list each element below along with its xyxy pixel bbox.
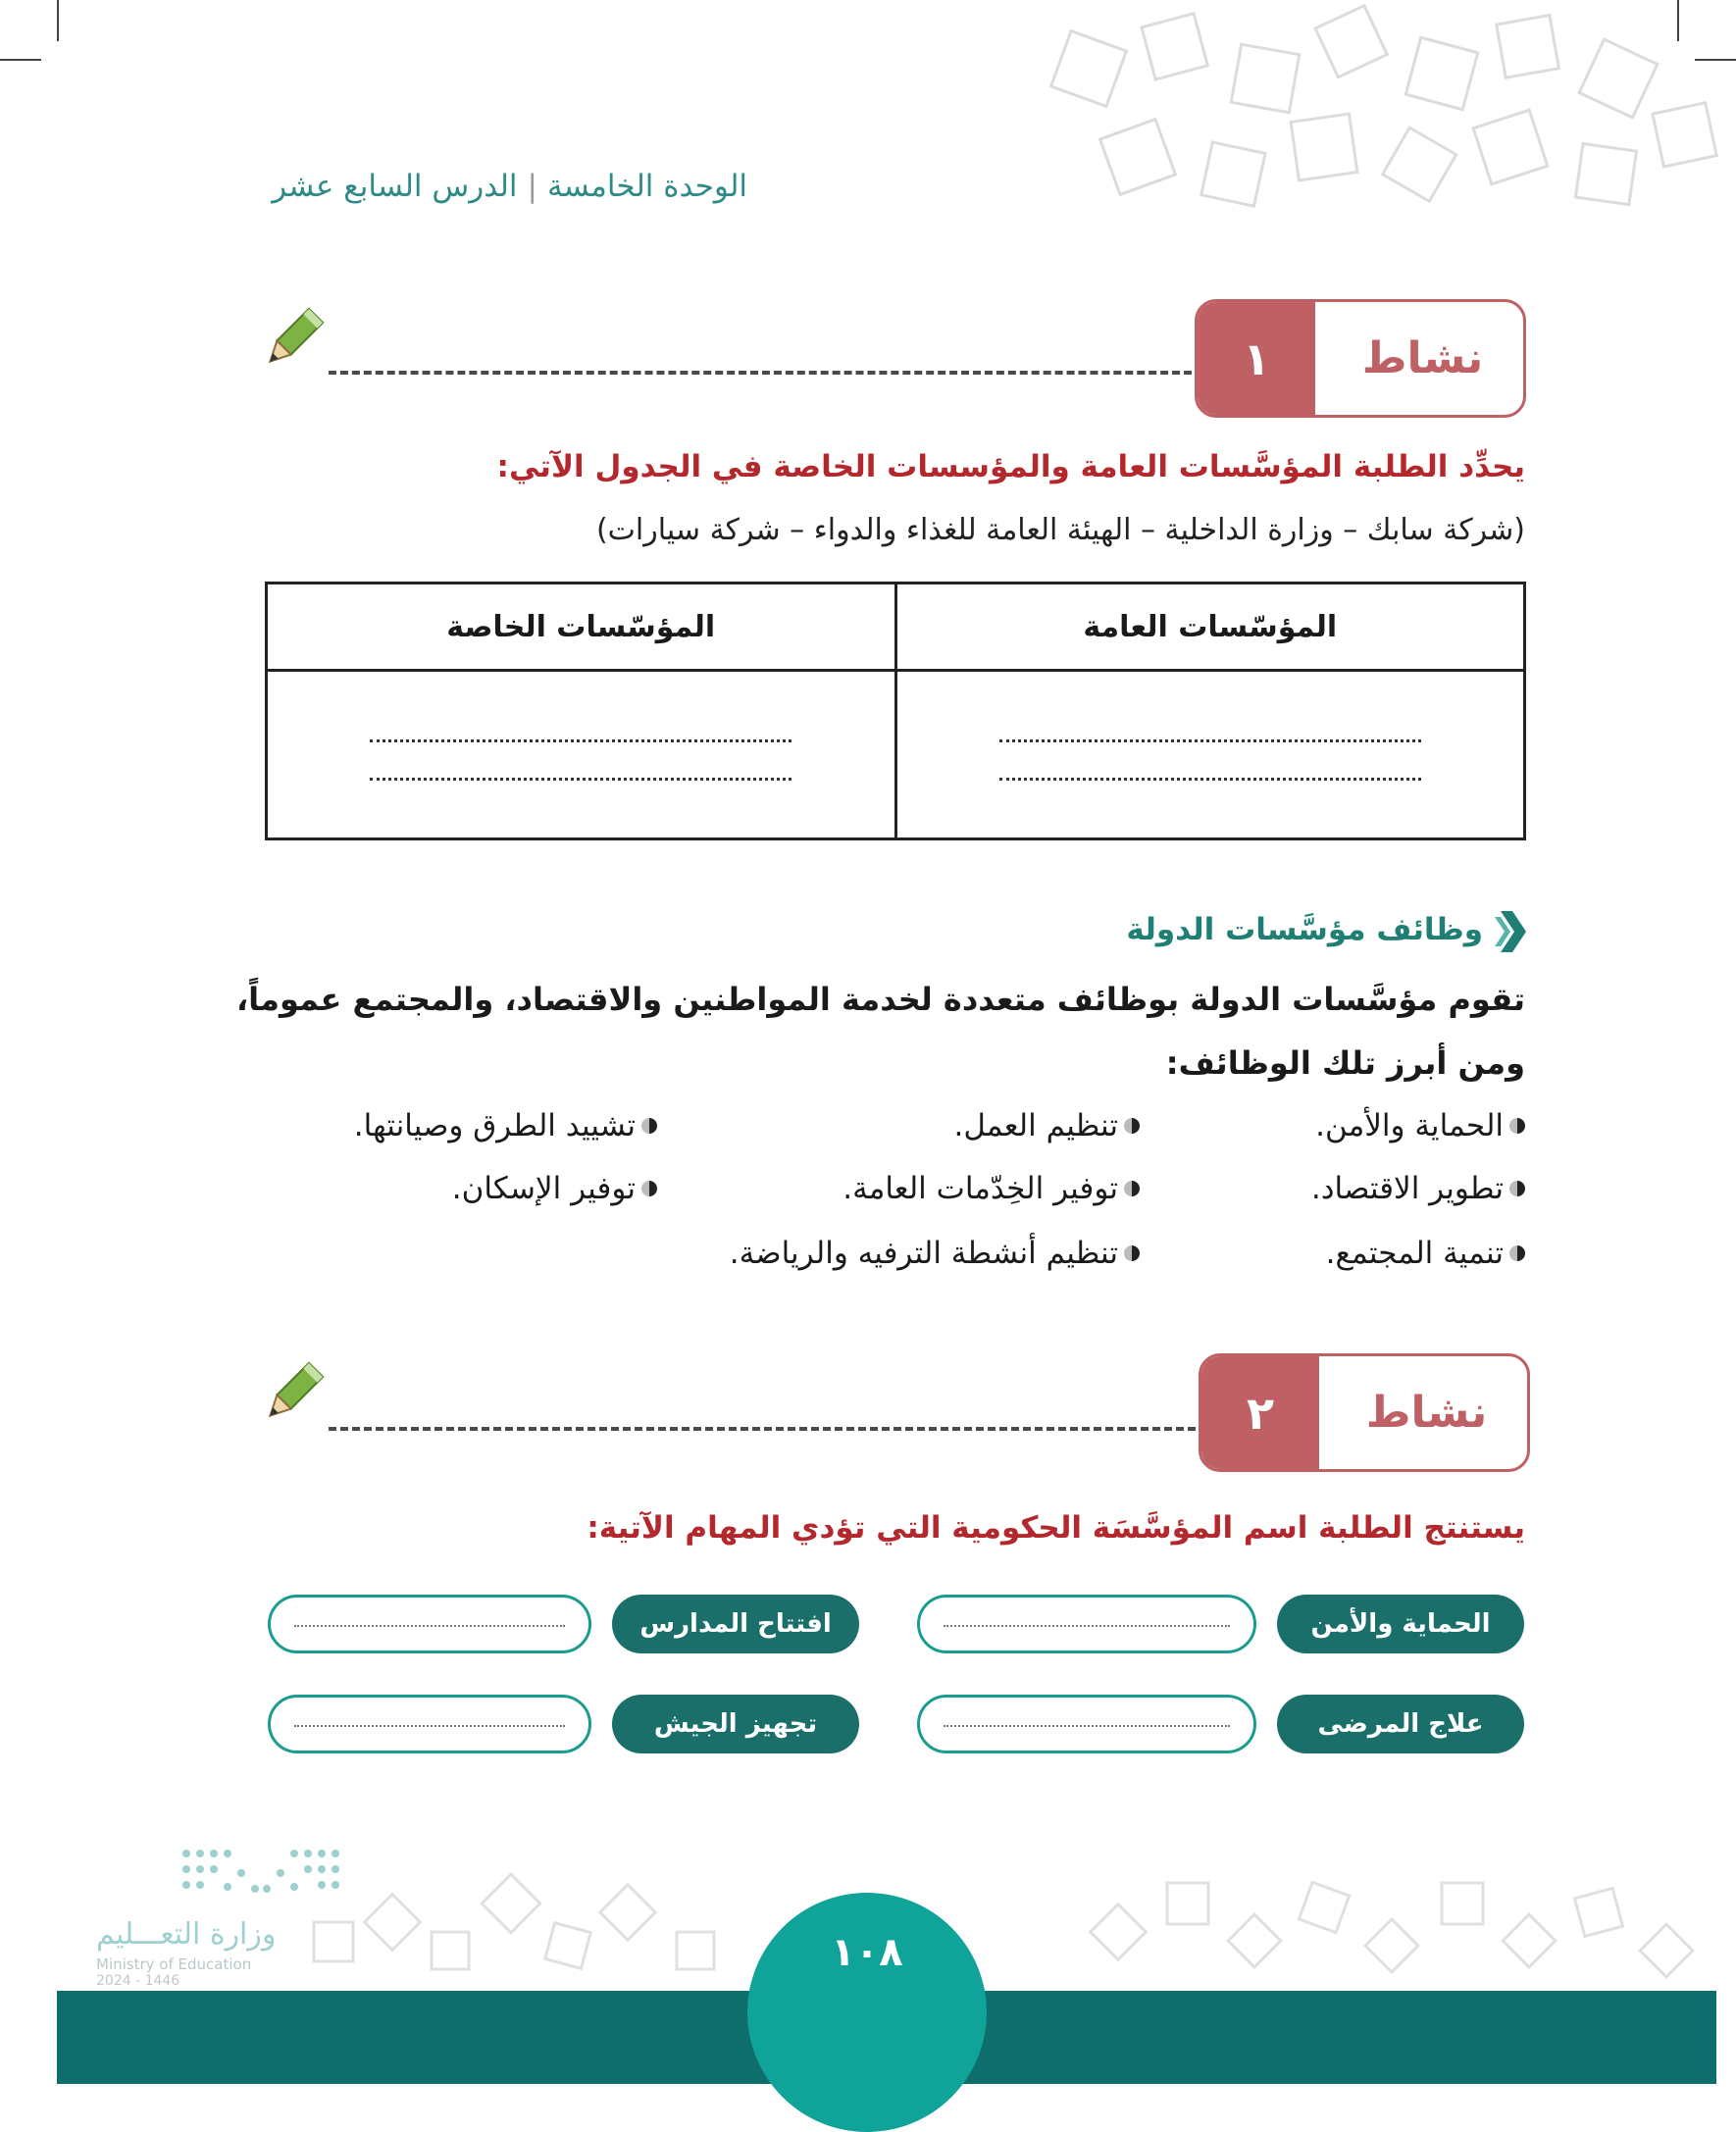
- answer-line[interactable]: [999, 730, 1421, 742]
- answer-line[interactable]: [370, 730, 791, 742]
- activity-1-badge: [1195, 299, 1526, 418]
- activity-2-label: نشاط: [1365, 1388, 1488, 1438]
- bullet-icon: [1124, 1118, 1140, 1134]
- page-header: [272, 169, 747, 204]
- activity-2-question: يستنتج الطلبة اسم المؤسَّسَة الحكومية التي تؤدي المهام الآتية:: [587, 1510, 1525, 1546]
- ministry-year: 2024 - 1446: [96, 1973, 180, 1989]
- activity-1-label: نشاط: [1361, 333, 1484, 383]
- column-public: المؤسّسات العامة: [895, 584, 1525, 671]
- function-item: توفير الخِدّمات العامة.: [842, 1171, 1140, 1206]
- pencil-icon: [257, 304, 328, 375]
- private-answer-cell[interactable]: [267, 671, 896, 839]
- functions-paragraph-2: ومن أبرز تلك الوظائف:: [1165, 1044, 1525, 1082]
- function-item: تشييد الطرق وصيانتها.: [354, 1108, 657, 1143]
- function-item: تنظيم العمل.: [953, 1108, 1140, 1143]
- lesson-title: الدرس السابع عشر: [272, 169, 518, 204]
- header-separator: |: [527, 169, 537, 204]
- answer-field[interactable]: [268, 1695, 591, 1753]
- activity-1-question: يحدِّد الطلبة المؤسَّسات العامة والمؤسسات الخاصة في الجدول الآتي:: [496, 449, 1525, 484]
- answer-field[interactable]: [268, 1595, 591, 1653]
- task-treating-patients: علاج المرضى: [1277, 1695, 1524, 1753]
- decorative-pattern-bottom: [294, 1844, 1726, 1991]
- page-number: ١٠٨: [831, 1930, 903, 1975]
- function-item: تطوير الاقتصاد.: [1311, 1171, 1525, 1206]
- crop-mark: [0, 59, 41, 61]
- task-equipping-army: تجهيز الجيش: [612, 1695, 859, 1753]
- answer-line[interactable]: [370, 768, 791, 781]
- decorative-pattern: [1020, 0, 1736, 265]
- bullet-icon: [1509, 1245, 1525, 1261]
- dashed-line: [329, 371, 1192, 375]
- function-item: تنمية المجتمع.: [1326, 1236, 1525, 1271]
- public-answer-cell[interactable]: [895, 671, 1525, 839]
- function-item: تنظيم أنشطة الترفيه والرياضة.: [730, 1236, 1140, 1271]
- chevron-icon: [1493, 911, 1526, 952]
- page-number-badge: [747, 1893, 987, 2132]
- functions-paragraph-1: تقوم مؤسَّسات الدولة بوظائف متعددة لخدمة المواطنين والاقتصاد، والمجتمع عموماً،: [235, 981, 1525, 1018]
- activity-2-badge: [1199, 1353, 1530, 1472]
- ministry-logo-icon: [177, 1844, 353, 1912]
- crop-mark: [57, 0, 59, 41]
- activity-2-number: ٢: [1201, 1356, 1319, 1469]
- functions-title: وظائف مؤسَّسات الدولة: [1126, 912, 1483, 947]
- answer-field[interactable]: [917, 1595, 1256, 1653]
- ministry-name-en: Ministry of Education: [96, 1955, 252, 1973]
- bullet-icon: [1509, 1118, 1525, 1134]
- ministry-name-ar: وزارة التعـــليم: [96, 1917, 277, 1952]
- answer-line[interactable]: [999, 768, 1421, 781]
- pencil-icon: [257, 1358, 328, 1429]
- institutions-table: [265, 582, 1526, 840]
- activity-1-options: (شركة سابك – وزارة الداخلية – الهيئة العامة للغذاء والدواء – شركة سيارات): [595, 513, 1525, 547]
- unit-title: الوحدة الخامسة: [547, 169, 747, 204]
- column-private: المؤسّسات الخاصة: [267, 584, 896, 671]
- task-protection-security: الحماية والأمن: [1277, 1595, 1524, 1653]
- function-item: توفير الإسكان.: [452, 1171, 657, 1206]
- task-opening-schools: افتتاح المدارس: [612, 1595, 859, 1653]
- bullet-icon: [1124, 1181, 1140, 1196]
- activity-1-number: ١: [1198, 302, 1315, 415]
- bullet-icon: [1124, 1245, 1140, 1261]
- answer-field[interactable]: [917, 1695, 1256, 1753]
- function-item: الحماية والأمن.: [1315, 1108, 1525, 1143]
- bullet-icon: [641, 1181, 657, 1196]
- dashed-line: [329, 1427, 1196, 1431]
- bullet-icon: [1509, 1181, 1525, 1196]
- bullet-icon: [641, 1118, 657, 1134]
